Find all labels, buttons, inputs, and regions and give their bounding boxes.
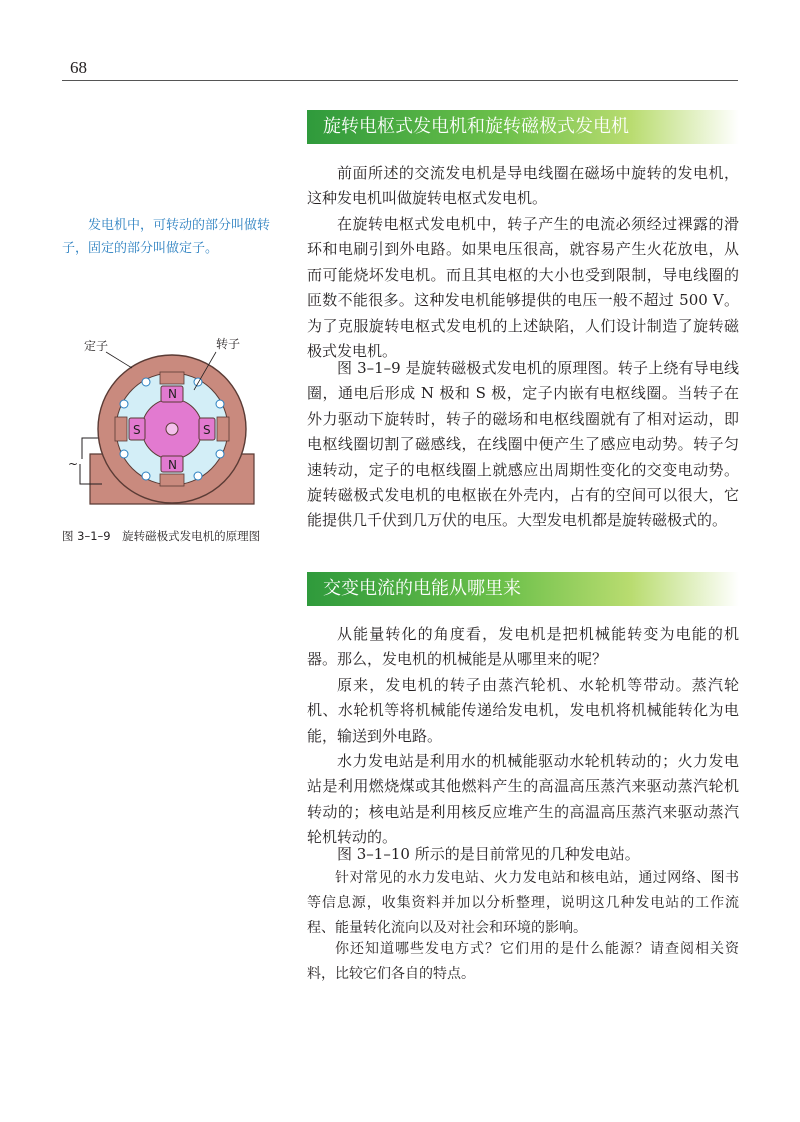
pole-label-n-bottom: N	[168, 458, 177, 472]
paragraph: 水力发电站是利用水的机械能驱动水轮机转动的；火力发电站是利用燃烧煤或其他燃料产生的高温高压蒸汽来驱动蒸汽轮机转动的；核电站是利用核反应堆产生的高温高压蒸汽来驱动蒸汽轮机转动的。	[307, 752, 739, 847]
stator-label: 定子	[84, 339, 109, 353]
paragraph: 原来，发电机的转子由蒸汽轮机、水轮机等带动。蒸汽轮机、水轮机等将机械能传递给发电机，发电机将机械能转化为电能，输送到外电路。	[307, 676, 739, 745]
activity-paragraph: 你还知道哪些发电方式？它们用的是什么能源？请查阅相关资料，比较它们各自的特点。	[307, 941, 739, 982]
rotor-label: 转子	[216, 337, 241, 351]
ac-symbol: ~	[68, 457, 79, 471]
pole-label-s-right: S	[203, 423, 211, 437]
pole-label-s-left: S	[133, 423, 141, 437]
page-number: 68	[70, 58, 87, 77]
pole-label-n-top: N	[168, 387, 177, 401]
header-rule	[62, 80, 738, 81]
figure-caption: 图 3–1–9 旋转磁极式发电机的原理图	[62, 529, 261, 543]
section-heading-energy-source: 交变电流的电能从哪里来	[307, 572, 739, 606]
paragraph: 在旋转电枢式发电机中，转子产生的电流必须经过裸露的滑环和电刷引到外电路。如果电压很高，就容易产生火花放电，从而可能烧坏发电机。而且其电枢的大小也受到限制，导电线圈的匝数不能很多。这种发电机能够提供的电压一般不超过 500 V。为了克服旋转电枢式发电机的上述缺陷，人们设计制造了旋转磁极式发电机。	[307, 215, 739, 361]
paragraph: 前面所述的交流发电机是导电线圈在磁场中旋转的发电机，这种发电机叫做旋转电枢式发电机。	[307, 164, 739, 208]
generator-diagram	[62, 334, 282, 524]
paragraph: 图 3–1–10 所示的是目前常见的几种发电站。	[337, 845, 640, 863]
paragraph: 图 3–1–9 是旋转磁极式发电机的原理图。转子上绕有导电线圈，通电后形成 N 极和 S 极，定子内嵌有电枢线圈。当转子在外力驱动下旋转时，转子的磁场和电枢线圈就有了相对运动，即电枢线圈切割了磁感线，在线圈中便产生了感应电动势。转子匀速转动，定子的电枢线圈上就感应出周期性变化的交变电动势。旋转磁极式发电机的电枢嵌在外壳内，占有的空间可以很大，它能提供几千伏到几万伏的电压。大型发电机都是旋转磁极式的。	[307, 359, 739, 530]
section-heading-rotating-armature: 旋转电枢式发电机和旋转磁极式发电机	[307, 110, 739, 144]
side-note: 发电机中，可转动的部分叫做转子，固定的部分叫做定子。	[62, 218, 271, 256]
stator-leader	[106, 352, 132, 368]
paragraph: 从能量转化的角度看，发电机是把机械能转变为电能的机器。那么，发电机的机械能是从哪里来的呢？	[307, 625, 739, 669]
activity-paragraph: 针对常见的水力发电站、火力发电站和核电站，通过网络、图书等信息源，收集资料并加以分析整理，说明这几种发电站的工作流程、能量转化流向以及对社会和环境的影响。	[307, 870, 739, 936]
rotor-shaft	[166, 423, 178, 435]
